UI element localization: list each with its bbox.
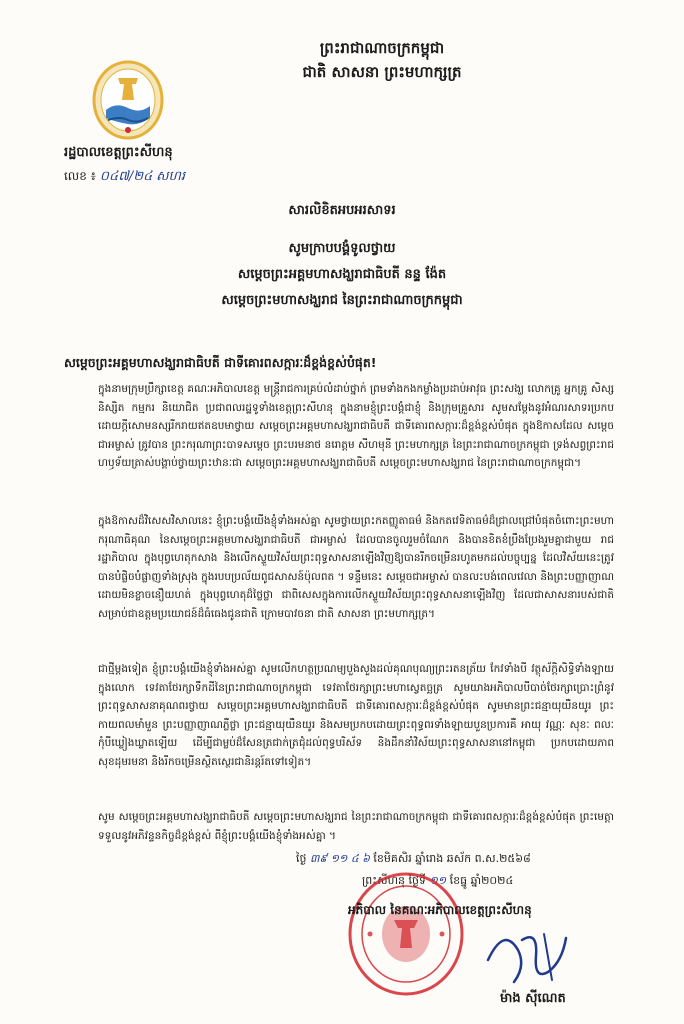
signer-name: ម៉ាង ស៊ីណេត <box>500 991 566 1006</box>
solar-date-handwritten: ១១ <box>429 874 447 887</box>
signatory-title: អភិបាល នៃគណៈអភិបាលខេត្តព្រះសីហនុ <box>348 903 532 917</box>
lunar-date <box>296 852 531 868</box>
lunar-date-text: ខែមិគសិរ ឆ្នាំរោង ឆស័ក ព.ស.២៥៦៨ <box>373 852 531 865</box>
solar-date-text: ខែធ្នូ ឆ្នាំ២០២៤ <box>449 874 514 887</box>
salutation: សម្តេចព្រះអគ្គមហាសង្ឃរាជាធិបតី ជាទីគោរពសក្ការៈដ៏ខ្ពង់ខ្ពស់បំផុត! <box>64 355 377 370</box>
document-title: សារលិខិតអបអរសាទរ <box>288 203 396 218</box>
paragraph-text: ក្នុងនាមក្រុមប្រឹក្សាខេត្ត គណៈអភិបាលខេត្ត មន្ត្រីរាជការគ្រប់លំដាប់ថ្នាក់ ព្រមទាំងកងកម្លាំងប្រដាប់អាវុធ ព្រះសង្ឃ លោកគ្រូ អ្នកគ្រូ សិស្ស និស្សិត កម្មករ និយោជិត ប្រជាពលរដ្ឋទូទាំងខេត្តព្រះសីហនុ ក្នុងនាមខ្ញុំព្រះបង្គំជាខ្ញុំ និងក្រុមគ្រួសារ សូមសម្តែងនូវអំណរសាទរប្រកបដោយក្តីសោមនស្សរីករាយឥតឧបមាថ្វាយ សម្តេចព្រះអគ្គមហាសង្ឃរាជាធិបតី ជាទីគោរពសក្ការៈដ៏ខ្ពង់ខ្ពស់បំផុត ក្នុងឱកាសដែល សម្តេចជាអម្ចាស់ ត្រូវបាន ព្រះករុណាព្រះបាទសម្តេច ព្រះបរមនាថ នរោត្តម សីហមុនី ព្រះមហាក្សត្រ នៃព្រះរាជាណាចក្រកម្ពុជា ទ្រង់សព្វព្រះរាជហឫទ័យត្រាស់បង្គាប់ថ្វាយព្រះឋានៈជា សម្តេចព្រះអគ្គមហាសង្ឃរាជាធិបតី សម្តេចព្រះមហាសង្ឃរាជ នៃព្រះរាជាណាចក្រកម្ពុជា។ <box>98 383 614 470</box>
paragraph-2 <box>64 512 614 624</box>
issuing-authority: រដ្ឋបាលខេត្តព្រះសីហនុ <box>64 145 173 160</box>
address-line-2: សម្តេចព្រះអគ្គមហាសង្ឃរាជាធិបតី នន្ទ ង៉ែត <box>237 267 447 282</box>
official-seal-icon <box>346 868 466 998</box>
paragraph-text: ក្នុងឱកាសដ៏វិសេសវិសាលនេះ ខ្ញុំព្រះបង្គំយើងខ្ញុំទាំងអស់គ្នា សូមថ្វាយព្រះកតញ្ញូតាធម៌ និងកតវេទិតាធម៌ដ៏ជ្រាលជ្រៅបំផុតចំពោះព្រះមហាករុណាធិគុណ នៃសម្តេចព្រះអគ្គមហាសង្ឃរាជាធិបតី ជាអម្ចាស់ ដែលបានចូលរួមចំណែក និងបានខិតខំប្រឹងប្រែងរួមគ្នាជាមួយ រាជរដ្ឋាភិបាល ក្នុងបុព្វហេតុកសាង និងលើកស្ទួយវិស័យព្រះពុទ្ធសាសនាឡើងវិញឱ្យបានរីកចម្រើនរហូតមកដល់បច្ចុប្បន្ន ដែលវិស័យនេះត្រូវបានបំផ្លិចបំផ្លាញទាំងស្រុង ក្នុងរបបប្រល័យពូជសាសន៍ប៉ុលពត ។ ទន្ទឹមនេះ សម្តេចជាអម្ចាស់ បានលះបង់ពេលវេលា និងព្រះបញ្ញាញាណដោយមិនខ្លាចនឿយហត់ ក្នុងបុព្វហេតុដ៏ថ្លៃថ្លា ជាពិសេសក្នុងការលើកស្ទួយវិស័យព្រះពុទ្ធសាសនាឡើងវិញ ដែលជាសាសនារបស់ជាតិ សម្រាប់ជាឧត្តមប្រយោជន៍ដ៏ធំធេងជូនជាតិ ក្រោមបាវចនា ជាតិ សាសនា ព្រះមហាក្សត្រ។ <box>98 515 615 620</box>
handwritten-signature-icon <box>474 920 584 992</box>
reference-suffix: សហរ <box>156 169 185 184</box>
paragraph-text: សូម សម្តេចព្រះអគ្គមហាសង្ឃរាជាធិបតី សម្តេចព្រះមហាសង្ឃរាជ នៃព្រះរាជាណាចក្រកម្ពុជា ជាទីគោរពសក្ការៈដ៏ខ្ពង់ខ្ពស់បំផុត ព្រះមេត្តាទទួលនូវអភិវន្ទនកិច្ចដ៏ខ្ពង់ខ្ពស់ ពីខ្ញុំព្រះបង្គំយើងខ្ញុំទាំងអស់គ្នា ។ <box>98 811 614 842</box>
paragraph-1 <box>64 380 614 473</box>
lunar-date-handwritten: ៣៩ ១១ ៤ ៦ <box>309 852 370 865</box>
paragraph-text: ជាថ្មីម្តងទៀត ខ្ញុំព្រះបង្គំយើងខ្ញុំទាំងអស់គ្នា សូមលើកហត្ថប្រណម្យបួងសួងដល់គុណបុណ្យព្រះរតនត្រ័យ កែវទាំងបី វត្ថុស័ក្តិសិទ្ធិទាំងឡាយក្នុងលោក ទេវតាថែរក្សាទឹកដីនៃព្រះរាជាណាចក្រកម្ពុជា ទេវតាថែរក្សាព្រះមហាស្វេតច្ឆត្រ សូមយាងអភិបាលបីបាច់ថែរក្សាប្រោះព្រំនូវព្រះពុទ្ធសាសនាគុណពរថ្វាយ សម្តេចព្រះអគ្គមហាសង្ឃរាជាធិបតី ជាទីគោរពសក្ការៈដ៏ខ្ពង់ខ្ពស់បំផុត សូមមានព្រះជន្មាយុយឺនយូរ ព្រះកាយពលមាំមួន ព្រះបញ្ញាញាណភ្លឺថ្លា ព្រះជន្មាយុយឺនយូរ និងសមប្រកបដោយព្រះពុទ្ធពរទាំងឡាយបួនប្រការគឺ អាយុ វណ្ណៈ សុខៈ ពលៈ កុំបីឃ្លៀងឃ្លាតឡើយ ដើម្បីជាម្លប់ដ៏សែនត្រជាក់ត្រជុំដល់ពុទ្ធបរិស័ទ និងដឹកនាំវិស័យព្រះពុទ្ធសាសនានៅកម្ពុជា ប្រកបដោយភាពសុខដុមរមនា និងរីកចម្រើនស្ថិតស្ថេរជានិរន្តរ៍តទៅទៀត។ <box>98 663 614 768</box>
address-line-3: សម្តេចព្រះមហាសង្ឃរាជ នៃព្រះរាជាណាចក្រកម្ពុជា <box>221 293 463 308</box>
reference-number <box>64 168 185 187</box>
reference-handwritten: ០៤៧/២៤ <box>99 169 153 184</box>
solar-date-prefix: ព្រះសីហនុ ថ្ងៃទី <box>362 874 426 887</box>
provincial-emblem-icon <box>92 60 164 140</box>
paragraph-4 <box>64 808 614 845</box>
kingdom-header <box>262 36 502 84</box>
lunar-date-prefix: ថ្ងៃ <box>296 852 307 865</box>
national-motto: ជាតិ សាសនា ព្រះមហាក្សត្រ <box>302 63 462 81</box>
reference-prefix: លេខ ៖ <box>64 169 96 183</box>
paragraph-3 <box>64 660 614 772</box>
kingdom-name: ព្រះរាជាណាចក្រកម្ពុជា <box>319 39 445 57</box>
address-line-1: សូមក្រាបបង្គំទូលថ្វាយ <box>288 241 396 256</box>
